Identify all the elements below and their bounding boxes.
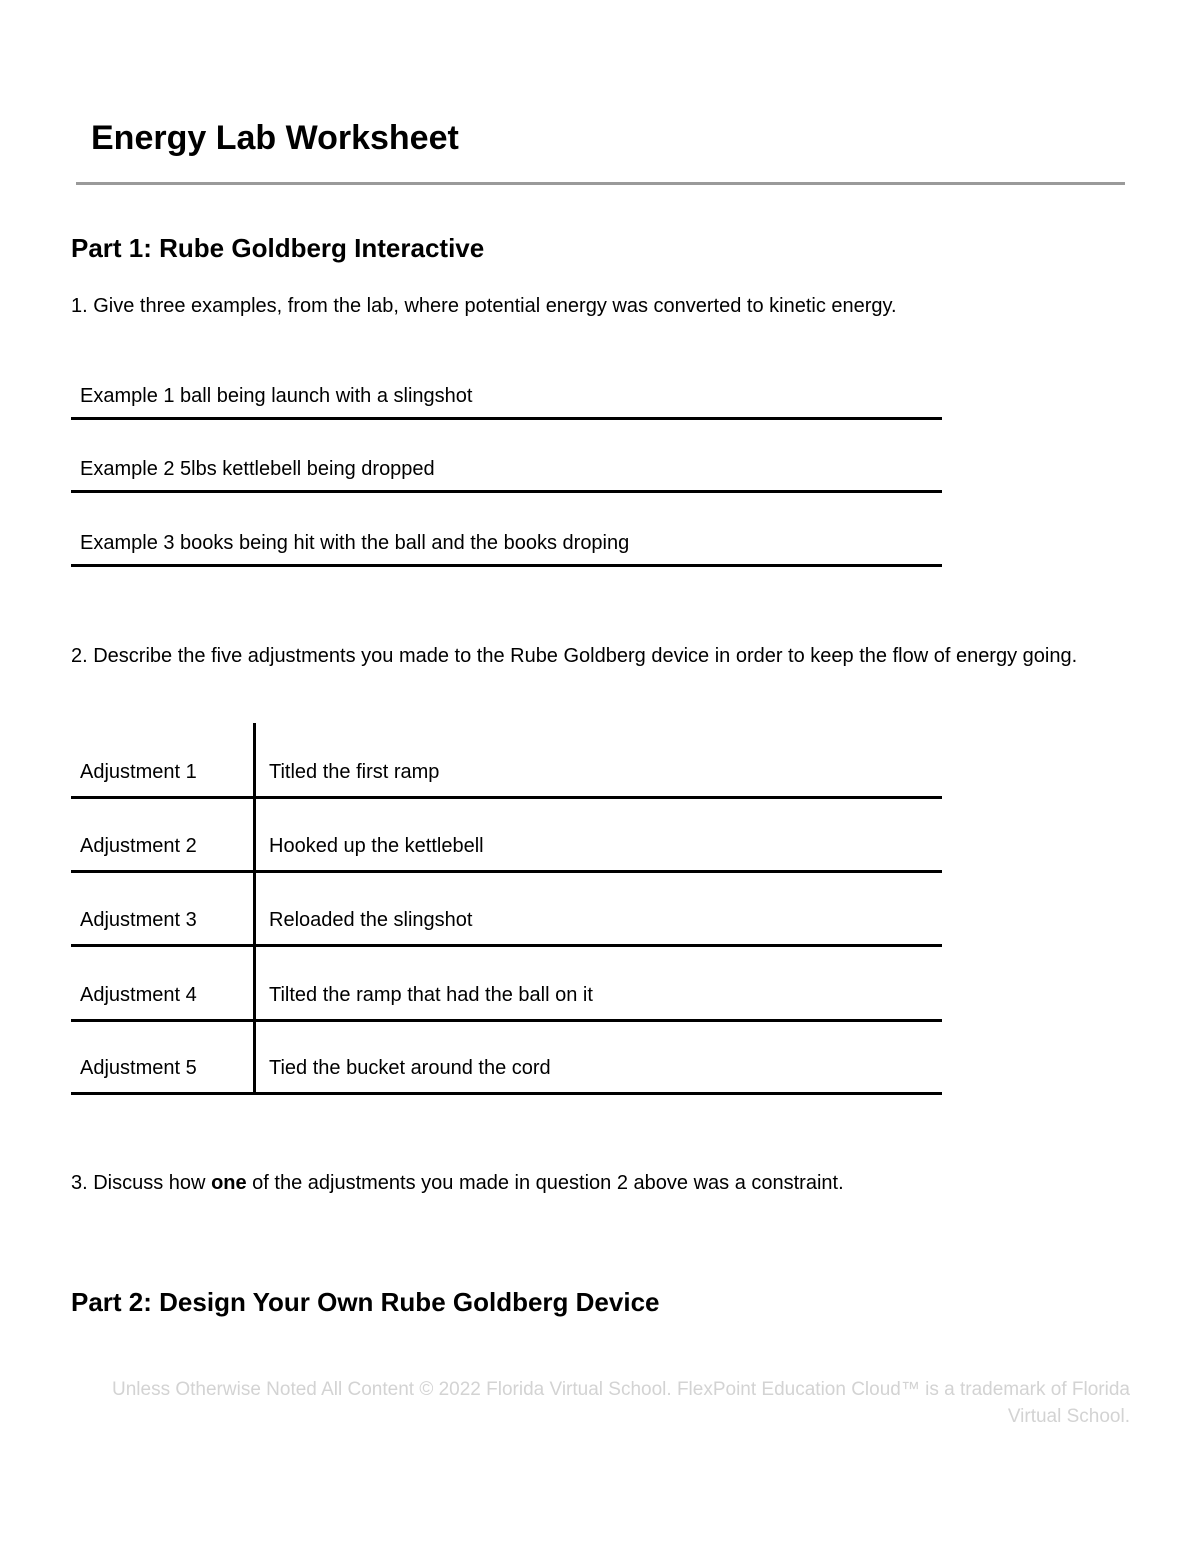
table-column-divider [253, 723, 256, 796]
example-3-answer: Example 3 books being hit with the ball and the books droping [80, 532, 630, 554]
table-column-divider [253, 873, 256, 944]
adjustment-label: Adjustment 1 [80, 761, 197, 783]
adjustment-label: Adjustment 2 [80, 835, 197, 857]
copyright-footer: Unless Otherwise Noted All Content © 2022 Florida Virtual School. FlexPoint Education Cloud™ is a trademark of Florida Virtual School. [112, 1379, 1130, 1427]
question-3 [71, 1169, 1121, 1198]
example-2-answer: Example 2 5lbs kettlebell being dropped [80, 458, 435, 480]
title-divider [76, 182, 1125, 185]
worksheet-title: Energy Lab Worksheet [91, 119, 459, 157]
adjustment-answer: Titled the first ramp [269, 761, 440, 783]
example-answer-row [71, 380, 942, 420]
table-row [71, 947, 942, 1022]
part2-heading: Part 2: Design Your Own Rube Goldberg Device [71, 1287, 660, 1317]
example-1-answer: Example 1 ball being launch with a slingshot [80, 385, 473, 407]
question-1: 1. Give three examples, from the lab, where potential energy was converted to kinetic energy. [71, 295, 897, 317]
adjustment-answer: Tilted the ramp that had the ball on it [269, 984, 593, 1006]
question-3-prefix: 3. Discuss how [71, 1172, 212, 1194]
adjustment-label: Adjustment 5 [80, 1057, 197, 1079]
question-2: 2. Describe the five adjustments you made to the Rube Goldberg device in order to keep the flow of energy going. [71, 645, 1078, 667]
adjustment-label: Adjustment 3 [80, 909, 197, 931]
question-3-emphasis: one [211, 1172, 247, 1194]
table-row [71, 723, 942, 799]
table-column-divider [253, 799, 256, 870]
adjustment-answer: Hooked up the kettlebell [269, 835, 484, 857]
table-column-divider [253, 1022, 256, 1092]
table-row [71, 873, 942, 947]
question-3-suffix: of the adjustments you made in question 2 above was a constraint. [246, 1172, 844, 1194]
example-answer-row [71, 527, 942, 567]
adjustment-label: Adjustment 4 [80, 984, 197, 1006]
part1-heading: Part 1: Rube Goldberg Interactive [71, 233, 485, 263]
table-column-divider [253, 947, 256, 1019]
table-row [71, 1022, 942, 1095]
adjustment-answer: Reloaded the slingshot [269, 909, 473, 931]
table-row [71, 799, 942, 873]
adjustment-answer: Tied the bucket around the cord [269, 1057, 551, 1079]
example-answer-row [71, 453, 942, 493]
